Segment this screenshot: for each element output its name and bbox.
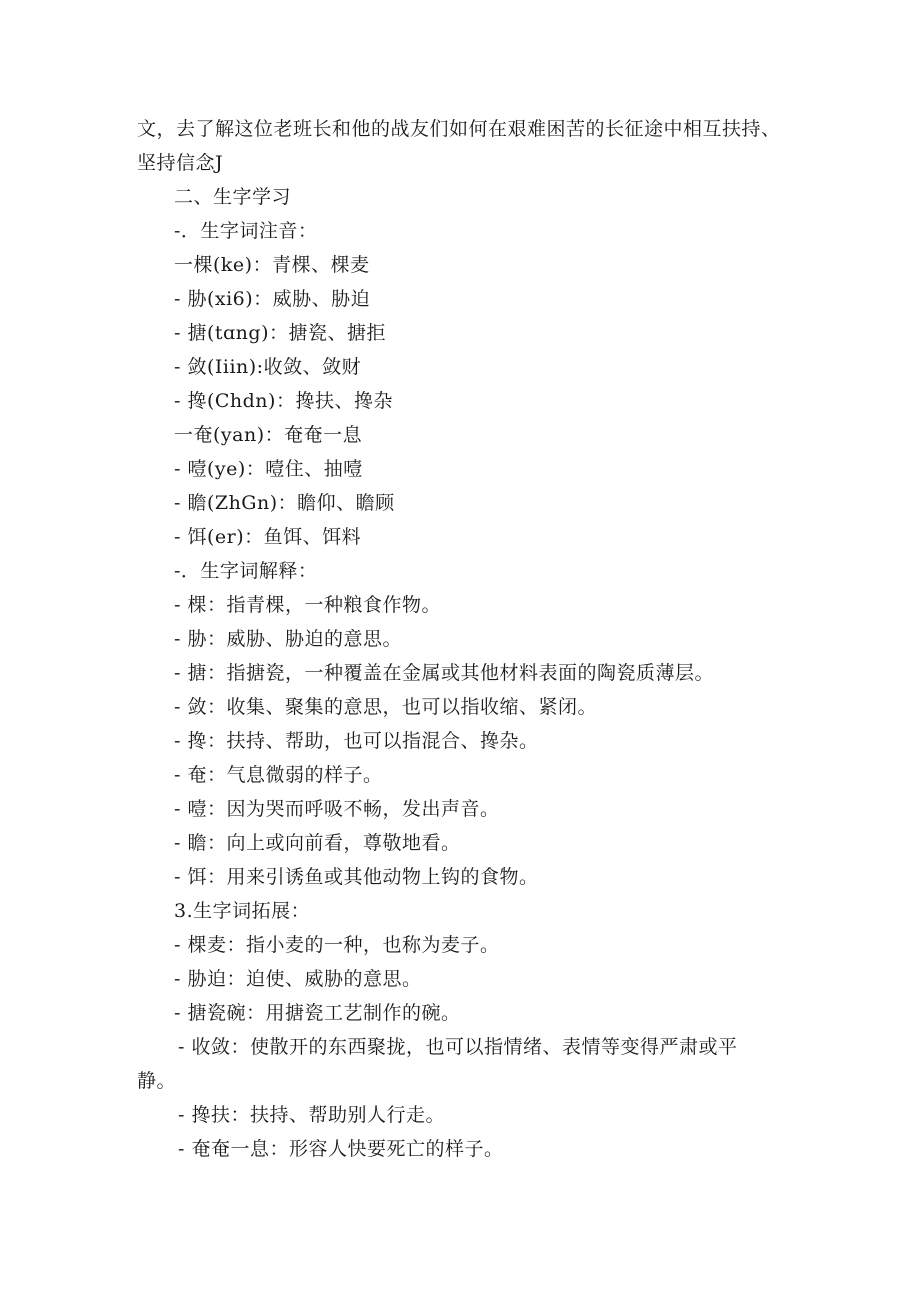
list-item: - 胁：威胁、胁迫的意思。 xyxy=(174,628,402,650)
list-item: - 搪(tɑng)：搪瓷、搪拒 xyxy=(174,322,386,344)
list-item: - 噎(ye)：噎住、抽噎 xyxy=(174,458,363,480)
text-line: 坚持信念J xyxy=(137,152,224,174)
list-item: - 搀扶：扶持、帮助别人行走。 xyxy=(178,1104,445,1126)
list-item: - 敛：收集、聚集的意思，也可以指收缩、紧闭。 xyxy=(174,696,597,718)
list-item: - 奄：气息微弱的样子。 xyxy=(174,764,383,786)
section-heading: 二、生字学习 xyxy=(174,186,292,208)
list-item: - 瞻(ZhGn)：瞻仰、瞻顾 xyxy=(174,492,395,514)
list-item: - 噎：因为哭而呼吸不畅，发出声音。 xyxy=(174,798,500,820)
list-item: 一奄(yan)：奄奄一息 xyxy=(174,424,363,446)
list-item: - 棵麦：指小麦的一种，也称为麦子。 xyxy=(174,934,500,956)
list-item: - 搪瓷碗：用搪瓷工艺制作的碗。 xyxy=(174,1002,461,1024)
list-item: - 饵(er)：鱼饵、饵料 xyxy=(174,526,362,548)
subsection-heading: -．生字词解释： xyxy=(174,560,318,582)
list-item: - 胁迫：迫使、威胁的意思。 xyxy=(174,968,422,990)
list-item: - 收敛：使散开的东西聚拢，也可以指情绪、表情等变得严肃或平 xyxy=(178,1036,738,1058)
list-item: - 胁(xi6)：威胁、胁迫 xyxy=(174,288,371,310)
text-line: 静。 xyxy=(137,1070,177,1092)
list-item: - 搪：指搪瓷，一种覆盖在金属或其他材料表面的陶瓷质薄层。 xyxy=(174,662,714,684)
list-item: - 棵：指青棵，一种粮食作物。 xyxy=(174,594,441,616)
list-item: - 瞻：向上或向前看，尊敬地看。 xyxy=(174,832,461,854)
list-item: - 搀(Chdn)：搀扶、搀杂 xyxy=(174,390,393,412)
list-item: - 奄奄一息：形容人快要死亡的样子。 xyxy=(178,1138,504,1160)
text-line: 文，去了解这位老班长和他的战友们如何在艰难困苦的长征途中相互扶持、 xyxy=(137,118,781,140)
list-item: - 敛(Iiin):收敛、敛财 xyxy=(174,356,362,378)
list-item: - 搀：扶持、帮助，也可以指混合、搀杂。 xyxy=(174,730,539,752)
list-item: 一棵(ke)：青棵、棵麦 xyxy=(174,254,370,276)
subsection-heading: -．生字词注音： xyxy=(174,220,318,242)
subsection-heading: 3.生字词拓展： xyxy=(174,900,311,922)
list-item: - 饵：用来引诱鱼或其他动物上钩的食物。 xyxy=(174,866,539,888)
